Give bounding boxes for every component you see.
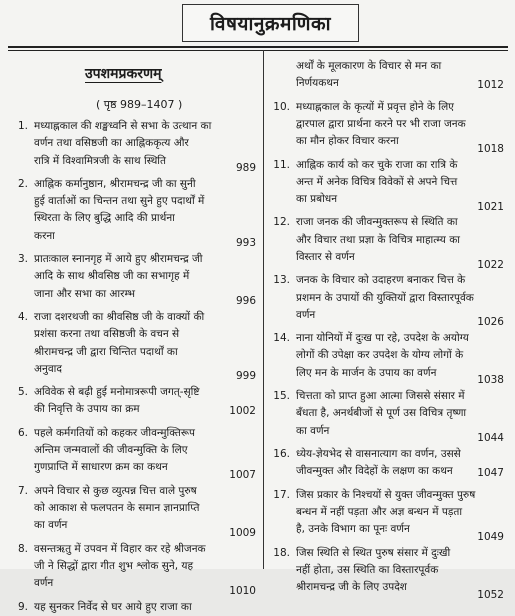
- entry-page-number: 1012: [477, 78, 504, 91]
- entry-text-line: वर्णन: [296, 308, 316, 321]
- entry-page-number: 1002: [229, 404, 256, 417]
- entry-number: 3.: [17, 253, 28, 266]
- entry-text-line: की निवृत्ति के उपाय का क्रम: [34, 403, 140, 416]
- entry-text-line: बन्धन में नहीं पड़ता और अज्ञ बन्धन में पड़ता: [296, 505, 463, 518]
- entry-page-number: 1018: [477, 142, 504, 155]
- entry-text-line: प्रशमन के उपायों की युक्तियों द्वारा विस्तारपूर्वक: [296, 291, 474, 304]
- entry-text-line: बँधता है, अनर्थबीजों से पूर्ण उस विचित्र तृष्णा: [296, 407, 467, 420]
- entry-text-line: आह्निक कार्य को कर चुके राजा का रात्रि के: [296, 158, 458, 171]
- entry-text-line: वसन्तऋतु में उपवन में विहार कर रहे श्रीजनक: [34, 542, 206, 555]
- entry-text-line: आदि के साथ श्रीवसिष्ठ जी का सभागृह में: [34, 270, 190, 283]
- entry-text-line: श्रीरामचन्द्र जी द्वारा चिन्तित पदार्थों का: [34, 345, 178, 358]
- entry-text-line: प्रशंसा करना तथा वसिष्ठजी के वचन से: [34, 328, 180, 341]
- entry-number: 13.: [273, 274, 290, 287]
- entry-text-line: है, उनके विभाग का पूनः वर्णन: [296, 523, 410, 536]
- entry-page-number: 999: [235, 370, 256, 383]
- entry-text-line: राजा जनक की जीवन्मुक्तरूप से स्थिति का: [296, 216, 458, 229]
- entry-number: 18.: [273, 546, 290, 559]
- entry-text-line: जीवन्मुक्त और विदेहों के लक्षण का कथन: [296, 465, 453, 478]
- entry-page-number: 1052: [477, 588, 504, 601]
- entry-text-line: मध्याह्नकाल की शङ्खध्वनि से सभा के उत्थान का: [34, 120, 212, 132]
- entry-page-number: 996: [235, 295, 256, 308]
- entry-text-line: करना: [34, 229, 55, 242]
- entry-text-line: प्रातःकाल स्नानगृह में आये हुए श्रीरामचन्द्र जी: [34, 253, 203, 266]
- entry-text-line: वर्णन तथा वसिष्ठजी का आह्निककृत्य और: [34, 137, 189, 150]
- entry-number: 5.: [17, 386, 28, 399]
- entry-page-number: 1026: [477, 316, 504, 329]
- entry-text-line: का मौन होकर विचार करना: [296, 135, 399, 148]
- entry-number: 12.: [273, 216, 290, 229]
- entry-page-number: 1038: [477, 374, 504, 387]
- entry-text-line: हुई वार्ताओं का चिन्तन तथा सुने हुए पदार्थों में: [34, 195, 205, 208]
- entry-number: 2.: [17, 177, 28, 190]
- entry-page-number: 1010: [229, 584, 256, 597]
- entry-text-line: और विचार तथा प्रज्ञा के विचित्र माहात्म्य का: [296, 233, 461, 246]
- entry-text-line: जी ने सिद्धों द्वारा गीत शुभ श्लोक सुने, यह: [34, 559, 194, 572]
- entry-text-line: नाना योनियों में दुःख पा रहे, उपदेश के अयोग्य: [296, 332, 469, 345]
- entry-page-number: 989: [235, 162, 256, 175]
- entry-text-line: अपने विचार से कुछ व्युत्पन्न चित्त वाले पुरुष: [34, 484, 197, 497]
- page-title: विषयानुक्रमणिका: [182, 4, 359, 42]
- entry-text-line: ध्येय-ज्ञेयभेद से वासनात्याग का वर्णन, उससे: [296, 448, 461, 460]
- entry-text-line: अनुवाद: [34, 362, 62, 375]
- entry-page-number: 1009: [229, 526, 256, 539]
- entry-text-line: जाना और सभा का आरम्भ: [34, 287, 135, 300]
- page-range: ( पृष्ठ 989–1407 ): [96, 98, 183, 111]
- entry-text-line: वर्णन: [34, 577, 54, 590]
- entry-text-line: यह सुनकर निर्वेद से घर आये हुए राजा का: [34, 600, 192, 613]
- entry-number: 17.: [273, 488, 290, 501]
- entry-number: 7.: [17, 484, 28, 497]
- entry-text-line: गुणप्राप्ति में साधारण क्रम का कथन: [34, 461, 168, 474]
- entry-number: 16.: [273, 448, 290, 460]
- entry-number: 6.: [17, 426, 28, 439]
- entry-text-line: अर्थों के मूलकारण के विचार से मन का: [296, 60, 442, 72]
- entry-text-line: चित्तता को प्राप्त हुआ आत्मा जिससे संसार में: [296, 390, 465, 403]
- entry-text-line: श्रीरामचन्द्र जी के लिए उपदेश: [296, 581, 407, 594]
- entry-number: 8.: [17, 542, 28, 555]
- header-rule-top: [8, 46, 508, 48]
- entry-number: 14.: [273, 332, 290, 345]
- entry-page-number: 1047: [477, 466, 504, 479]
- entry-text-line: का प्रबोधन: [296, 193, 338, 206]
- entry-page-number: 993: [235, 237, 256, 250]
- entry-text-line: अविवेक से बढ़ी हुई मनोमात्ररूपी जगत्-सृष्टि: [34, 386, 200, 399]
- entry-text-line: आह्निक कर्मानुष्ठान, श्रीरामचन्द्र जी का सुनी: [34, 177, 196, 190]
- entry-number: 11.: [273, 158, 290, 171]
- entry-number: 9.: [17, 600, 28, 613]
- column-divider: [263, 50, 264, 569]
- entry-page-number: 1007: [229, 468, 256, 481]
- entry-text-line: जिस स्थिति से स्थित पुरुष संसार में दुःखी: [296, 546, 451, 559]
- entry-text-line: पहले कर्मगतियों को कहकर जीवन्मुक्तिरूप: [34, 426, 195, 439]
- entry-text-line: राजा दशरथजी का श्रीवसिष्ठ जी के वाक्यों की: [34, 311, 205, 323]
- section-heading: उपशमप्रकरणम्: [85, 66, 162, 82]
- entry-text-line: जिस प्रकार के निश्चयों से युक्त जीवन्मुक्त पुरुष: [296, 488, 476, 501]
- entry-text-line: निर्णयकथन: [296, 77, 339, 90]
- entry-text-line: मध्याह्नकाल के कृत्यों में प्रवृत्त होने के लिए: [296, 100, 454, 113]
- entry-text-line: रात्रि में विश्वामित्रजी के साथ स्थिति: [34, 154, 166, 167]
- entry-text-line: को आकाश से फलपतन के समान ज्ञानप्राप्ति: [34, 501, 200, 514]
- entry-text-line: विस्तार से वर्णन: [296, 250, 355, 263]
- entry-text-line: नहीं होता, उस स्थिति का विस्तारपूर्वक: [296, 563, 439, 576]
- entry-text-line: का वर्णन: [34, 519, 68, 532]
- entry-text-line: जनक के विचार को उदाहरण बनाकर चित्त के: [296, 274, 466, 287]
- entry-text-line: अन्त में अनेक विचित्र विवेकों से अपने चित्त: [296, 175, 458, 188]
- entry-text-line: लिए मन के मार्जन के उपाय का वर्णन: [296, 366, 437, 379]
- entry-number: 10.: [273, 100, 290, 113]
- entry-page-number: 1021: [477, 200, 504, 213]
- entry-text-line: द्वारपाल द्वारा प्रार्थना करने पर भी राजा जनक: [296, 117, 466, 130]
- entry-text-line: का वर्णन: [296, 424, 330, 437]
- entry-page-number: 1044: [477, 432, 504, 445]
- entry-number: 1.: [17, 120, 28, 132]
- entry-page-number: 1049: [477, 530, 504, 543]
- header-rule-bottom: [8, 50, 508, 51]
- entry-text-line: स्थिरता के लिए बुद्धि आदि की प्रार्थना: [34, 212, 175, 225]
- entry-number: 4.: [17, 311, 28, 323]
- entry-number: 15.: [273, 390, 290, 403]
- entry-page-number: 1022: [477, 258, 504, 271]
- entry-text-line: लोगों की उपेक्षा कर उपदेश के योग्य लोगों के: [296, 349, 464, 362]
- entry-text-line: अन्तिम जन्मवालों की जीवन्मुक्ति के लिए: [34, 444, 188, 457]
